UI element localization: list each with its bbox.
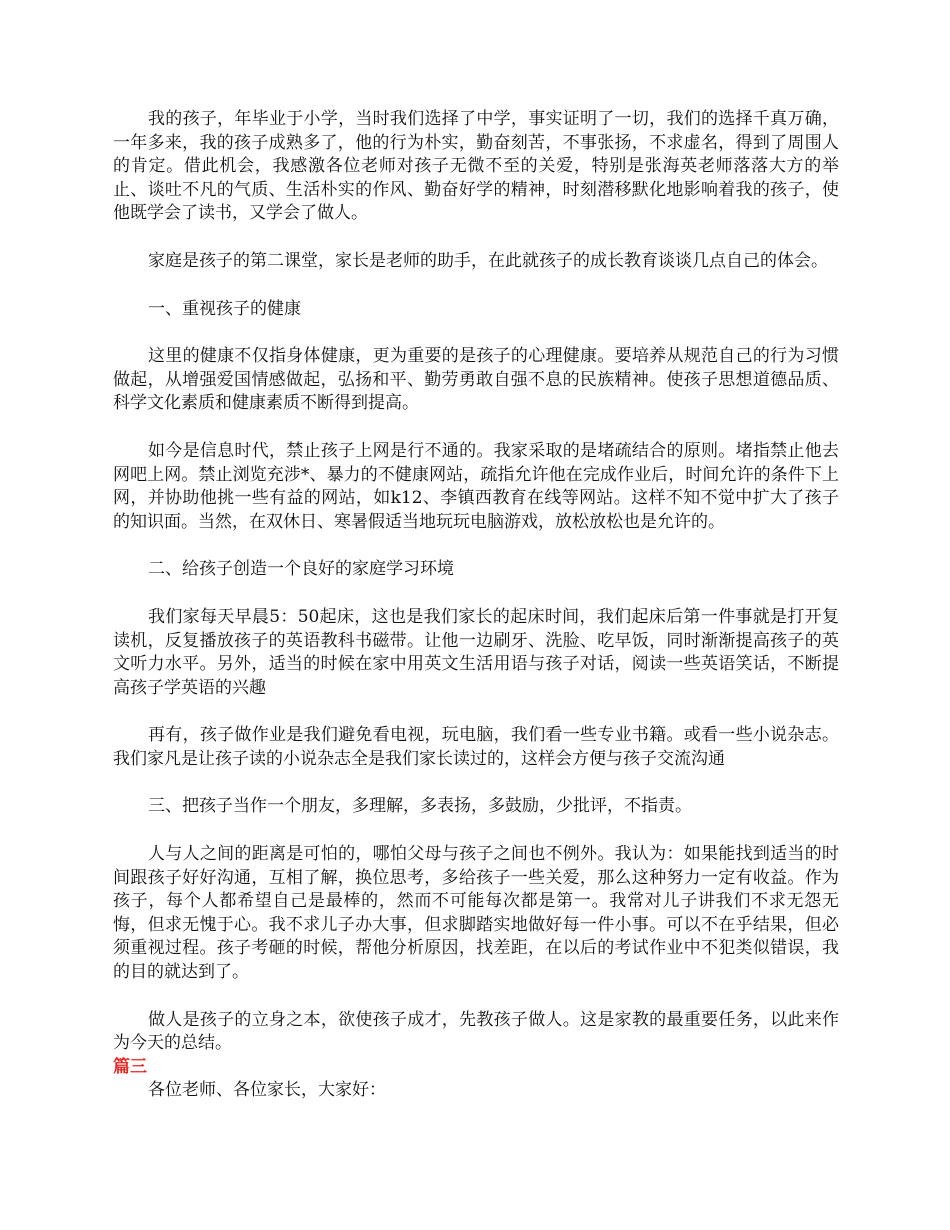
heading-health: 一、重视孩子的健康: [148, 298, 301, 319]
paragraph-morning-routine: 我们家每天早晨5：50起床，这也是我们家长的起床时间，我们起床后第一件事就是打开复读机，反复播放孩子的英语教科书磁带。让他一边刷牙、洗脸、吃早饭，同时渐渐提高孩子的英文听力水平。另外，适当的时候在家中用英文生活用语与孩子对话，阅读一些英语笑话，不断提高孩子学英语的兴趣: [113, 606, 839, 698]
paragraph-health: 这里的健康不仅指身体健康，更为重要的是孩子的心理健康。要培养从规范自己的行为习惯做起，从增强爱国情感做起，弘扬和平、勤劳勇敢自强不息的民族精神。使孩子思想道德品质、科学文化素质和健康素质不断得到提高。: [113, 346, 839, 414]
paragraph-family-classroom: 家庭是孩子的第二课堂，家长是老师的助手，在此就孩子的成长教育谈谈几点自己的体会。: [148, 250, 828, 271]
heading-friend: 三、把孩子当作一个朋友，多理解，多表扬，多鼓励，少批评，不指责。: [148, 796, 692, 817]
paragraph-summary: 做人是孩子的立身之本，欲使孩子成才，先教孩子做人。这是家教的最重要任务，以此来作为今天的总结。: [113, 1009, 839, 1054]
paragraph-internet: 如今是信息时代，禁止孩子上网是行不通的。我家采取的是堵疏结合的原则。堵指禁止他去网吧上网。禁止浏览充涉*、暴力的不健康网站，疏指允许他在完成作业后，时间允许的条件下上网，并协助他挑一些有益的网站，如k12、李镇西教育在线等网站。这样不知不觉中扩大了孩子的知识面。当然，在双休日、寒暑假适当地玩玩电脑游戏，放松放松也是允许的。: [113, 440, 839, 532]
heading-environment: 二、给孩子创造一个良好的家庭学习环境: [148, 559, 454, 580]
paragraph-greeting: 各位老师、各位家长，大家好：: [148, 1080, 386, 1101]
document-body: [113, 108, 839, 1103]
paragraph-communication: 人与人之间的距离是可怕的，哪怕父母与孩子之间也不例外。我认为：如果能找到适当的时间跟孩子好好沟通，互相了解，换位思考，多给孩子一些关爱，那么这种努力一定有收益。作为孩子，每个人都希望自己是最棒的，然而不可能每次都是第一。我常对儿子讲我们不求无怨无悔，但求无愧于心。我不求儿子办大事，但求脚踏实地做好每一件小事。可以不在乎结果，但必须重视过程。孩子考砸的时候，帮他分析原因，找差距，在以后的考试作业中不犯类似错误，我的目的就达到了。: [113, 844, 839, 983]
section-label: 篇三: [113, 1056, 147, 1077]
paragraph-intro: 我的孩子，年毕业于小学，当时我们选择了中学，事实证明了一切，我们的选择千真万确，一年多来，我的孩子成熟多了，他的行为朴实，勤奋刻苦，不事张扬，不求虚名，得到了周围人的肯定。借此机会，我感激各位老师对孩子无微不至的关爱，特别是张海英老师落落大方的举止、谈吐不凡的气质、生活朴实的作风、勤奋好学的精神，时刻潜移默化地影响着我的孩子，使他既学会了读书，又学会了做人。: [113, 109, 839, 224]
paragraph-homework: 再有，孩子做作业是我们避免看电视，玩电脑，我们看一些专业书籍。或看一些小说杂志。我们家凡是让孩子读的小说杂志全是我们家长读过的，这样会方便与孩子交流沟通: [113, 725, 839, 769]
